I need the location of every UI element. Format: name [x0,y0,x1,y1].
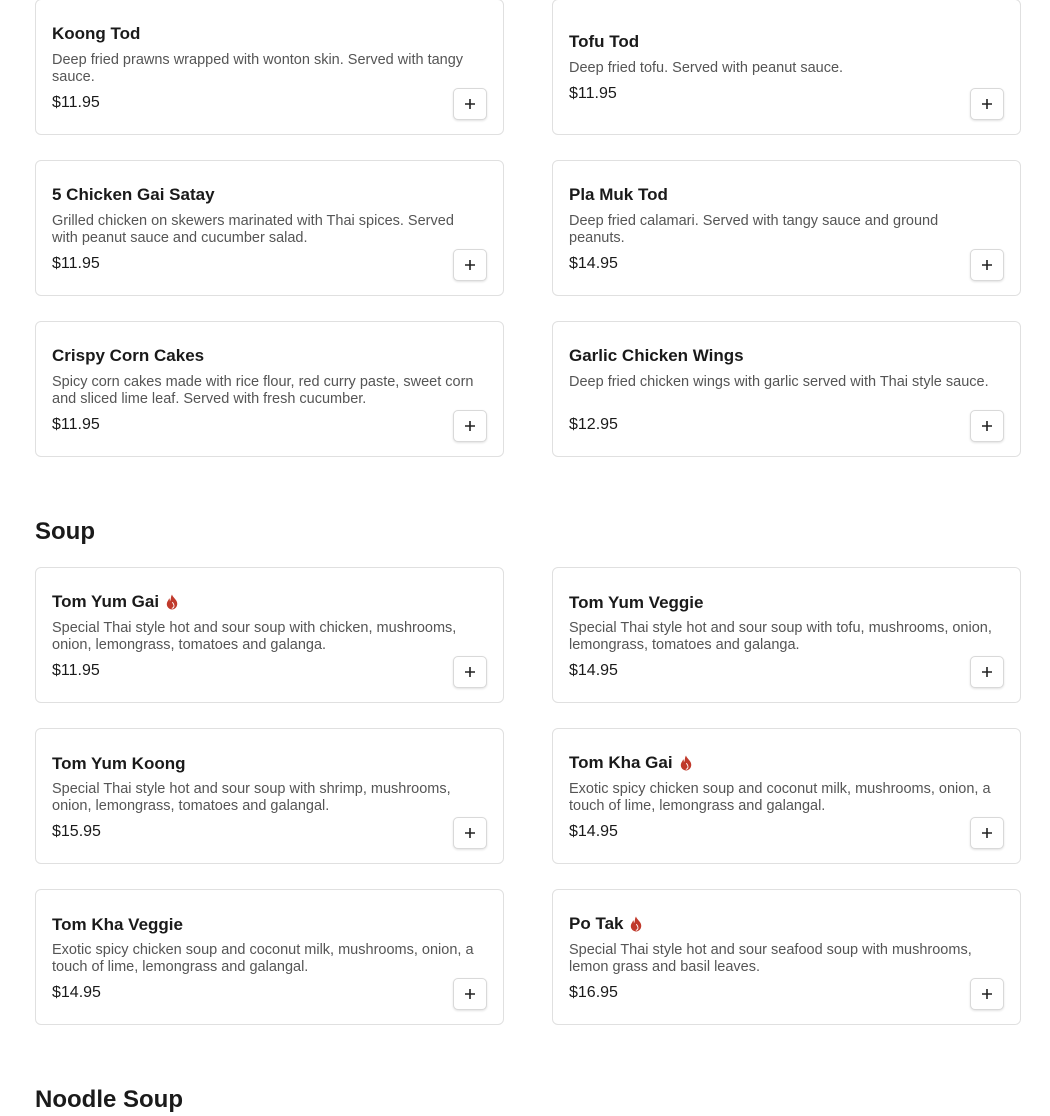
item-description: Special Thai style hot and sour soup with chicken, mushrooms, onion, lemongrass, tomatoes and galanga. [52,620,457,653]
item-description: Deep fried calamari. Served with tangy sauce and ground peanuts. [569,213,939,246]
section-title-soup: Soup [35,518,95,545]
plus-icon [981,666,993,678]
item-description: Special Thai style hot and sour soup with shrimp, mushrooms, onion, lemongrass, tomatoes and galangal. [52,781,451,814]
plus-icon [464,666,476,678]
item-description: Grilled chicken on skewers marinated with Thai spices. Served with peanut sauce and cucumber salad. [52,213,454,246]
plus-icon [464,259,476,271]
item-price: $14.95 [52,984,101,1001]
flame-icon [629,916,643,932]
plus-icon [981,827,993,839]
menu-item-card[interactable] [35,567,504,703]
section-title-noodle-soup: Noodle Soup [35,1086,183,1113]
add-to-cart-button[interactable] [453,978,487,1010]
item-name: Tom Yum Koong [52,754,186,773]
menu-item-card[interactable] [35,889,504,1025]
item-price: $11.95 [569,85,617,102]
plus-icon [464,98,476,110]
item-description: Deep fried tofu. Served with peanut sauce. [569,60,844,76]
flame-icon [165,594,179,610]
menu-item-card[interactable] [552,567,1021,703]
menu-item-card[interactable] [35,160,504,296]
plus-icon [981,420,993,432]
menu-item-card[interactable] [35,0,504,135]
item-description: Deep fried chicken wings with garlic served with Thai style sauce. [569,374,989,390]
item-name: Garlic Chicken Wings [569,346,744,365]
add-to-cart-button[interactable] [970,249,1004,281]
item-name: Pla Muk Tod [569,185,668,204]
menu-item-card[interactable] [35,728,504,864]
item-name: 5 Chicken Gai Satay [52,185,215,204]
item-name: Tom Yum Gai [52,592,160,611]
menu-item-card[interactable] [552,160,1021,296]
item-price: $16.95 [569,984,618,1001]
add-to-cart-button[interactable] [453,88,487,120]
add-to-cart-button[interactable] [453,249,487,281]
item-description: Special Thai style hot and sour soup with tofu, mushrooms, onion, lemongrass, tomatoes and galanga. [569,620,992,653]
add-to-cart-button[interactable] [453,656,487,688]
add-to-cart-button[interactable] [970,88,1004,120]
item-description: Exotic spicy chicken soup and coconut milk, mushrooms, onion, a touch of lime, lemongrass and galangal. [569,781,991,814]
add-to-cart-button[interactable] [453,410,487,442]
menu-item-card[interactable] [552,889,1021,1025]
add-to-cart-button[interactable] [970,410,1004,442]
item-description: Special Thai style hot and sour seafood soup with mushrooms, lemon grass and basil leaves. [569,942,972,975]
plus-icon [464,420,476,432]
flame-icon [679,755,693,771]
plus-icon [981,259,993,271]
item-price: $11.95 [52,662,100,679]
menu-item-card[interactable] [552,0,1021,135]
add-to-cart-button[interactable] [970,978,1004,1010]
plus-icon [981,988,993,1000]
item-price: $14.95 [569,255,618,272]
add-to-cart-button[interactable] [453,817,487,849]
item-name: Tom Kha Veggie [52,915,183,934]
add-to-cart-button[interactable] [970,656,1004,688]
item-price: $14.95 [569,662,618,679]
plus-icon [464,827,476,839]
item-price: $12.95 [569,416,618,433]
item-price: $11.95 [52,416,100,433]
soup-grid [35,567,1021,1025]
item-price: $11.95 [52,255,100,272]
item-description: Exotic spicy chicken soup and coconut milk, mushrooms, onion, a touch of lime, lemongrass and galangal. [52,942,474,975]
item-name: Tom Yum Veggie [569,593,704,612]
item-description: Spicy corn cakes made with rice flour, red curry paste, sweet corn and sliced lime leaf. Served with fresh cucumber. [52,374,474,407]
item-price: $11.95 [52,94,100,111]
menu-item-card[interactable] [35,321,504,457]
plus-icon [981,98,993,110]
item-name: Crispy Corn Cakes [52,346,205,365]
appetizer-grid [35,0,1021,457]
item-price: $15.95 [52,823,101,840]
menu-item-card[interactable] [552,321,1021,457]
add-to-cart-button[interactable] [970,817,1004,849]
item-name: Tofu Tod [569,32,640,51]
menu-item-card[interactable] [552,728,1021,864]
plus-icon [464,988,476,1000]
item-name: Po Tak [569,914,624,933]
item-description: Deep fried prawns wrapped with wonton skin. Served with tangy sauce. [52,52,464,85]
item-name: Tom Kha Gai [569,753,673,772]
item-price: $14.95 [569,823,618,840]
item-name: Koong Tod [52,24,141,43]
